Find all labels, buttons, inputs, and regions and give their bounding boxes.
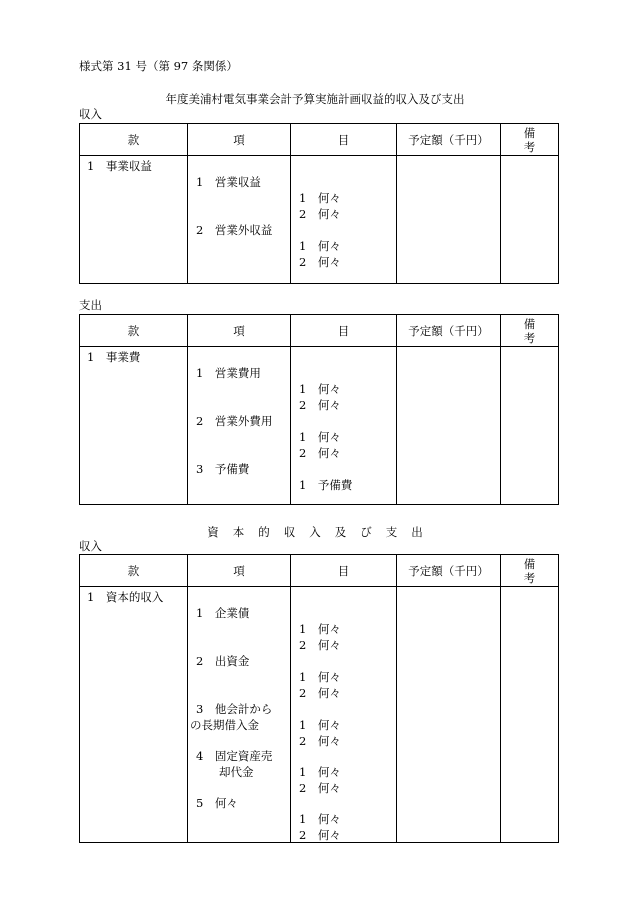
expenditure-table — [79, 314, 559, 505]
kan-item: 1 事業収益 — [87, 159, 152, 173]
col-header-kan: 款 — [80, 124, 188, 156]
moku-cell — [291, 587, 397, 843]
kou-item: 3 予備費 — [196, 462, 250, 476]
kou-cell — [188, 347, 291, 505]
section-label-capital-revenue: 収入 — [79, 539, 102, 553]
table-header-row — [80, 124, 559, 156]
col-header-kan: 款 — [80, 555, 188, 587]
moku-item: 2 何々 — [299, 638, 341, 652]
table-row — [80, 347, 559, 505]
kou-cell — [188, 156, 291, 284]
capital-section-title: 資本的収入及び支出 — [207, 525, 437, 539]
remarks-char-2: 考 — [523, 570, 536, 585]
kou-item: 4 固定資産売 — [196, 749, 273, 763]
col-header-moku: 目 — [291, 555, 397, 587]
remarks-char-1: 備 — [523, 316, 536, 331]
col-header-moku: 目 — [291, 315, 397, 347]
remarks-char-2: 考 — [523, 139, 536, 154]
moku-cell — [291, 156, 397, 284]
kou-item: 2 営業外収益 — [196, 223, 273, 237]
moku-item: 1 予備費 — [299, 478, 353, 492]
col-header-amount: 予定額（千円） — [397, 555, 501, 587]
moku-item: 1 何々 — [299, 382, 341, 396]
moku-item: 2 何々 — [299, 734, 341, 748]
table-header-row — [80, 315, 559, 347]
col-header-kou: 項 — [188, 124, 291, 156]
kou-item: 2 営業外費用 — [196, 414, 273, 428]
remarks-cell — [501, 156, 559, 284]
remarks-char-1: 備 — [523, 125, 536, 140]
amount-cell — [397, 347, 501, 505]
kou-item: 3 他会計から — [196, 702, 273, 716]
kou-item: 却代金 — [219, 765, 254, 779]
col-header-moku: 目 — [291, 124, 397, 156]
kou-item: 5 何々 — [196, 796, 238, 810]
kou-item: 1 企業債 — [196, 606, 250, 620]
revenue-table — [79, 123, 559, 284]
moku-item: 2 何々 — [299, 255, 341, 269]
moku-item: 1 何々 — [299, 239, 341, 253]
moku-item: 1 何々 — [299, 622, 341, 636]
remarks-char-1: 備 — [523, 556, 536, 571]
kan-cell — [80, 156, 188, 284]
kou-item: の長期借入金 — [190, 718, 259, 732]
col-header-amount: 予定額（千円） — [397, 124, 501, 156]
moku-item: 2 何々 — [299, 781, 341, 795]
kan-cell — [80, 347, 188, 505]
col-header-remarks — [501, 555, 559, 587]
remarks-char-2: 考 — [523, 330, 536, 345]
moku-item: 2 何々 — [299, 686, 341, 700]
moku-item: 2 何々 — [299, 398, 341, 412]
amount-cell — [397, 156, 501, 284]
moku-cell — [291, 347, 397, 505]
remarks-cell — [501, 587, 559, 843]
col-header-remarks — [501, 124, 559, 156]
moku-item: 1 何々 — [299, 670, 341, 684]
moku-item: 2 何々 — [299, 446, 341, 460]
kou-item: 1 営業収益 — [196, 175, 261, 189]
col-header-kou: 項 — [188, 555, 291, 587]
moku-item: 2 何々 — [299, 828, 341, 842]
section-label-expenditure: 支出 — [79, 298, 102, 312]
document-title: 年度美浦村電気事業会計予算実施計画収益的収入及び支出 — [165, 92, 465, 106]
remarks-cell — [501, 347, 559, 505]
kou-item: 2 出資金 — [196, 654, 250, 668]
moku-item: 1 何々 — [299, 812, 341, 826]
col-header-amount: 予定額（千円） — [397, 315, 501, 347]
amount-cell — [397, 587, 501, 843]
moku-item: 1 何々 — [299, 718, 341, 732]
moku-item: 1 何々 — [299, 191, 341, 205]
table-header-row — [80, 555, 559, 587]
capital-revenue-table — [79, 554, 559, 843]
table-row — [80, 587, 559, 843]
table-row — [80, 156, 559, 284]
kan-item: 1 資本的収入 — [87, 590, 164, 604]
section-label-revenue: 収入 — [79, 107, 102, 121]
kou-cell — [188, 587, 291, 843]
col-header-kou: 項 — [188, 315, 291, 347]
moku-item: 1 何々 — [299, 765, 341, 779]
col-header-kan: 款 — [80, 315, 188, 347]
form-number: 様式第 31 号（第 97 条関係） — [79, 59, 238, 73]
col-header-remarks — [501, 315, 559, 347]
moku-item: 2 何々 — [299, 207, 341, 221]
kou-item: 1 営業費用 — [196, 366, 261, 380]
moku-item: 1 何々 — [299, 430, 341, 444]
kan-cell — [80, 587, 188, 843]
kan-item: 1 事業費 — [87, 350, 141, 364]
